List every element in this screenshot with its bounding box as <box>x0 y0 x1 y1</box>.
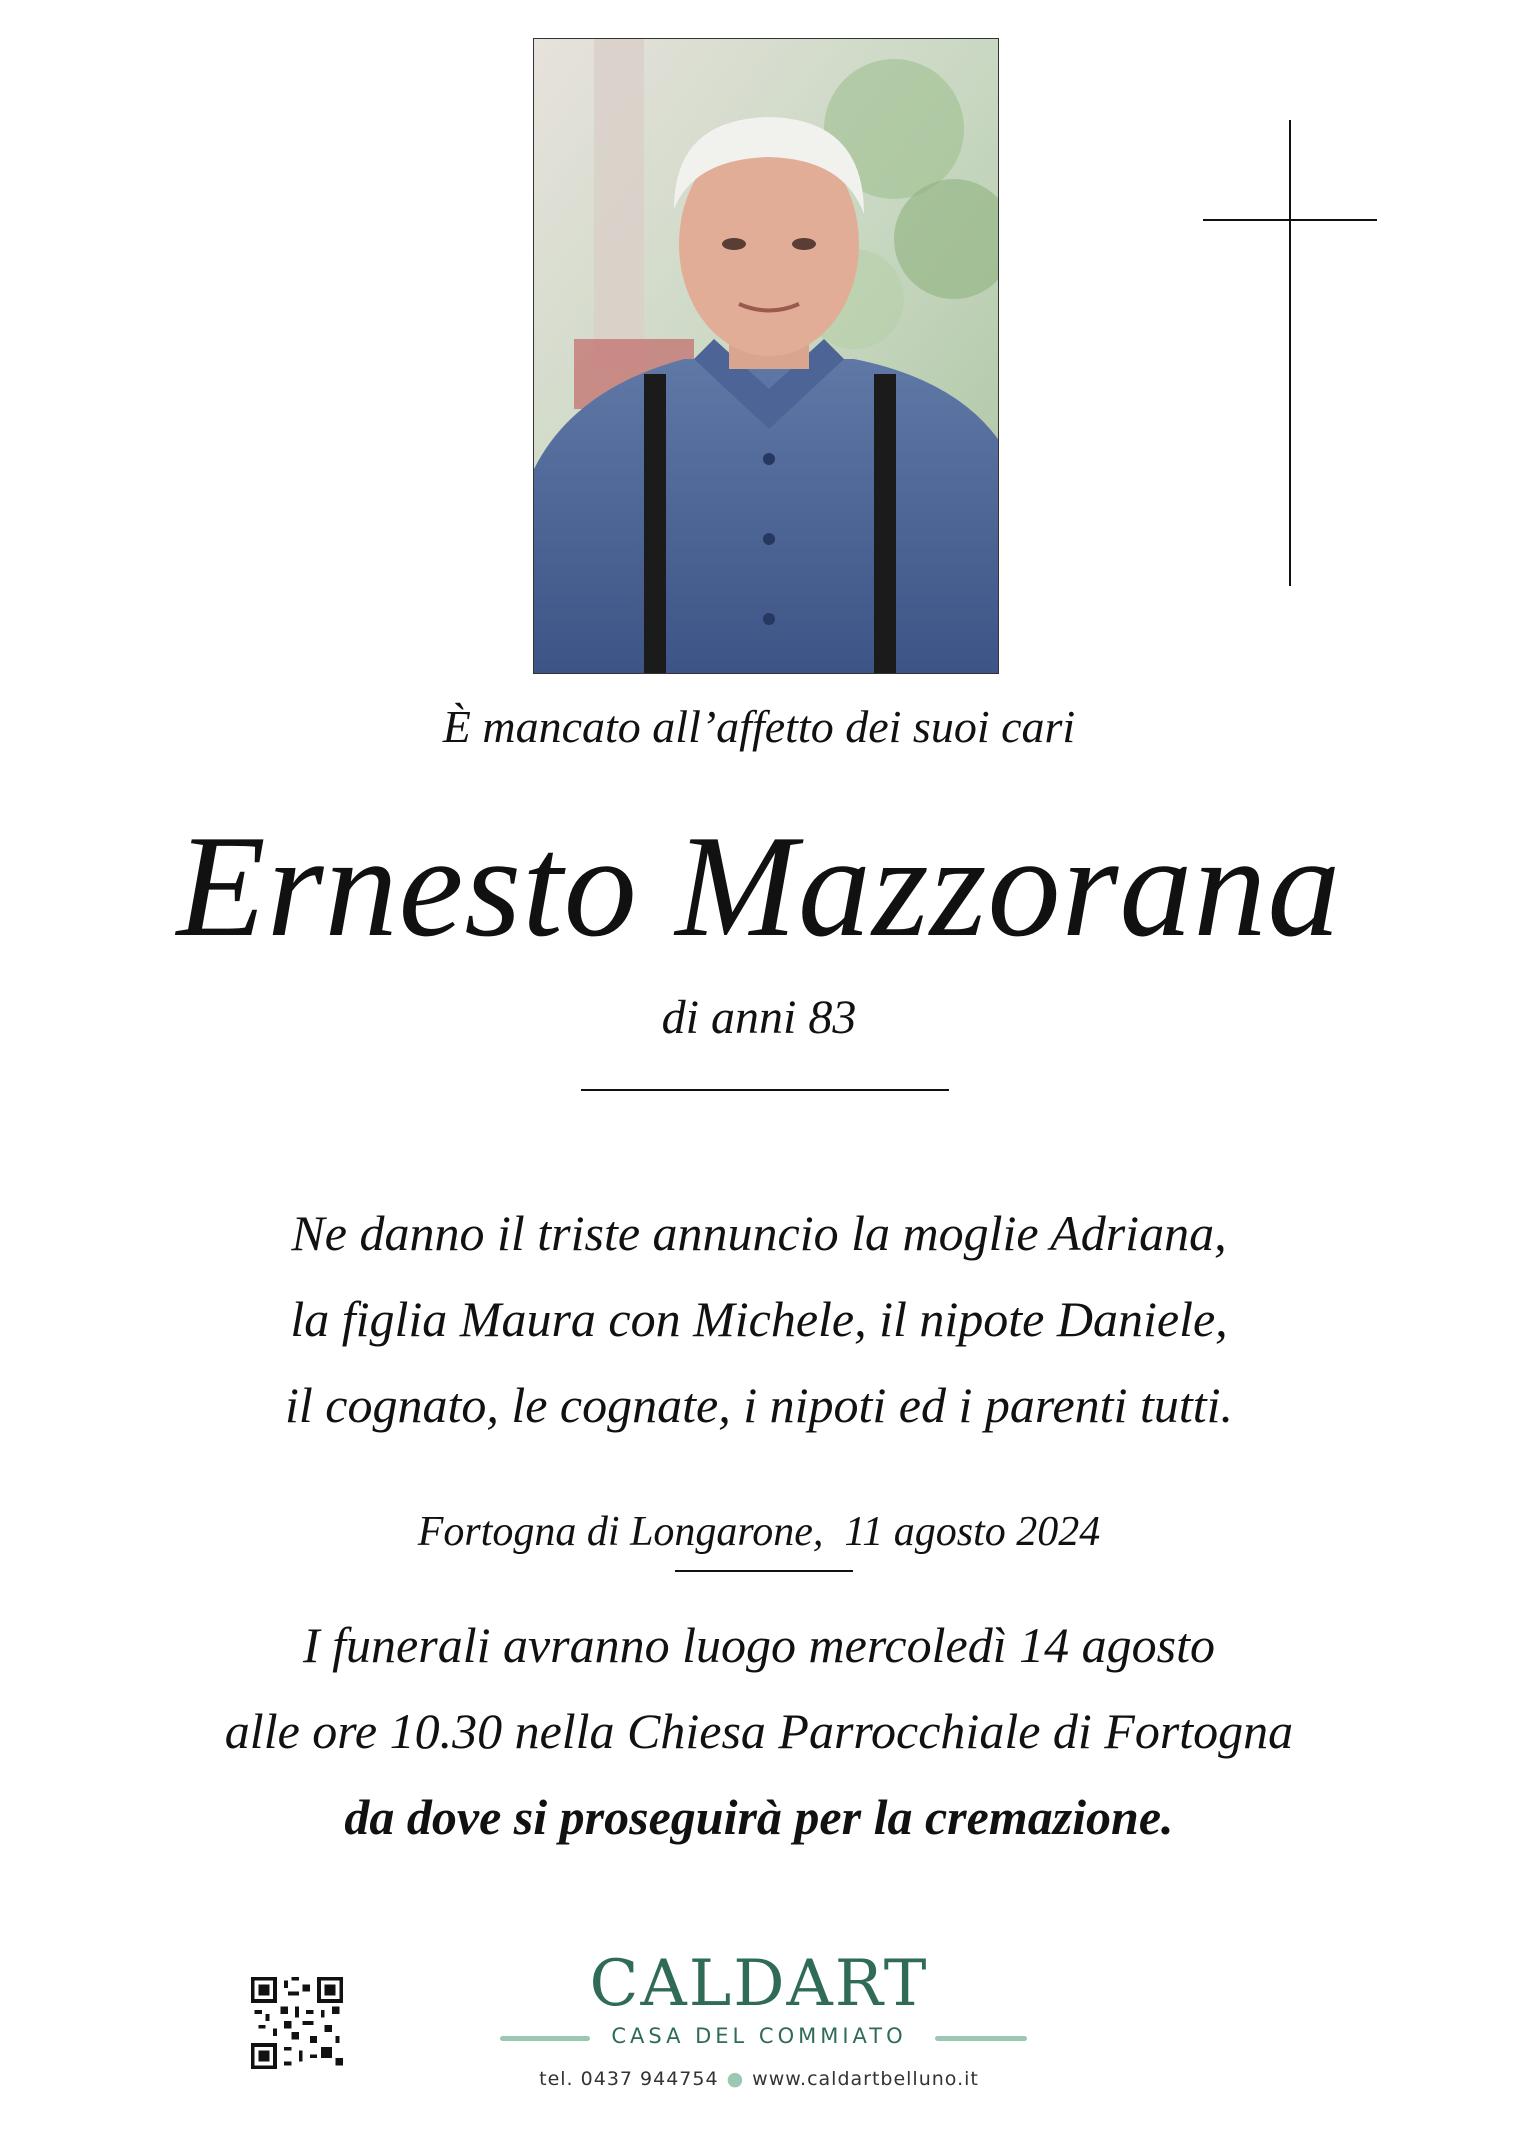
announcement-line: Ne danno il triste annuncio la moglie Adriana, <box>291 1205 1227 1261</box>
underline-decoration <box>675 1570 853 1572</box>
divider-line <box>581 1089 949 1091</box>
funeral-line-bold: da dove si proseguirà per la cremazione. <box>344 1789 1174 1845</box>
contact-line <box>0 2068 1518 2090</box>
announcement-line: il cognato, le cognate, i nipoti ed i parenti tutti. <box>284 1377 1234 1433</box>
phone-number: tel. 0437 944754 <box>539 2068 719 2090</box>
funeral-line: alle ore 10.30 nella Chiesa Parrocchiale di Fortogna <box>224 1703 1294 1759</box>
portrait-illustration <box>534 39 998 673</box>
announcement-block <box>0 1190 1518 1448</box>
cross-horizontal <box>1203 219 1377 221</box>
separator-dot: ● <box>726 2068 745 2090</box>
deceased-age: di anni 83 <box>661 991 857 1044</box>
website-link[interactable]: www.caldartbelluno.it <box>752 2068 979 2090</box>
announcement-line: la figlia Maura con Michele, il nipote Daniele, <box>290 1291 1228 1347</box>
intro-text: È mancato all’affetto dei suoi cari <box>442 701 1076 752</box>
brand-subtitle: CASA DEL COMMIATO <box>611 2024 907 2048</box>
funeral-line: I funerali avranno luogo mercoledì 14 agosto <box>303 1617 1215 1673</box>
funeral-block <box>0 1602 1518 1860</box>
place-date: Fortogna di Longarone, 11 agosto 2024 <box>417 1509 1101 1555</box>
brand-logo: CALDART <box>589 1947 929 2021</box>
deceased-name: Ernesto Mazzorana <box>176 805 1342 967</box>
portrait-photo <box>533 38 999 674</box>
cross-vertical <box>1289 120 1291 586</box>
